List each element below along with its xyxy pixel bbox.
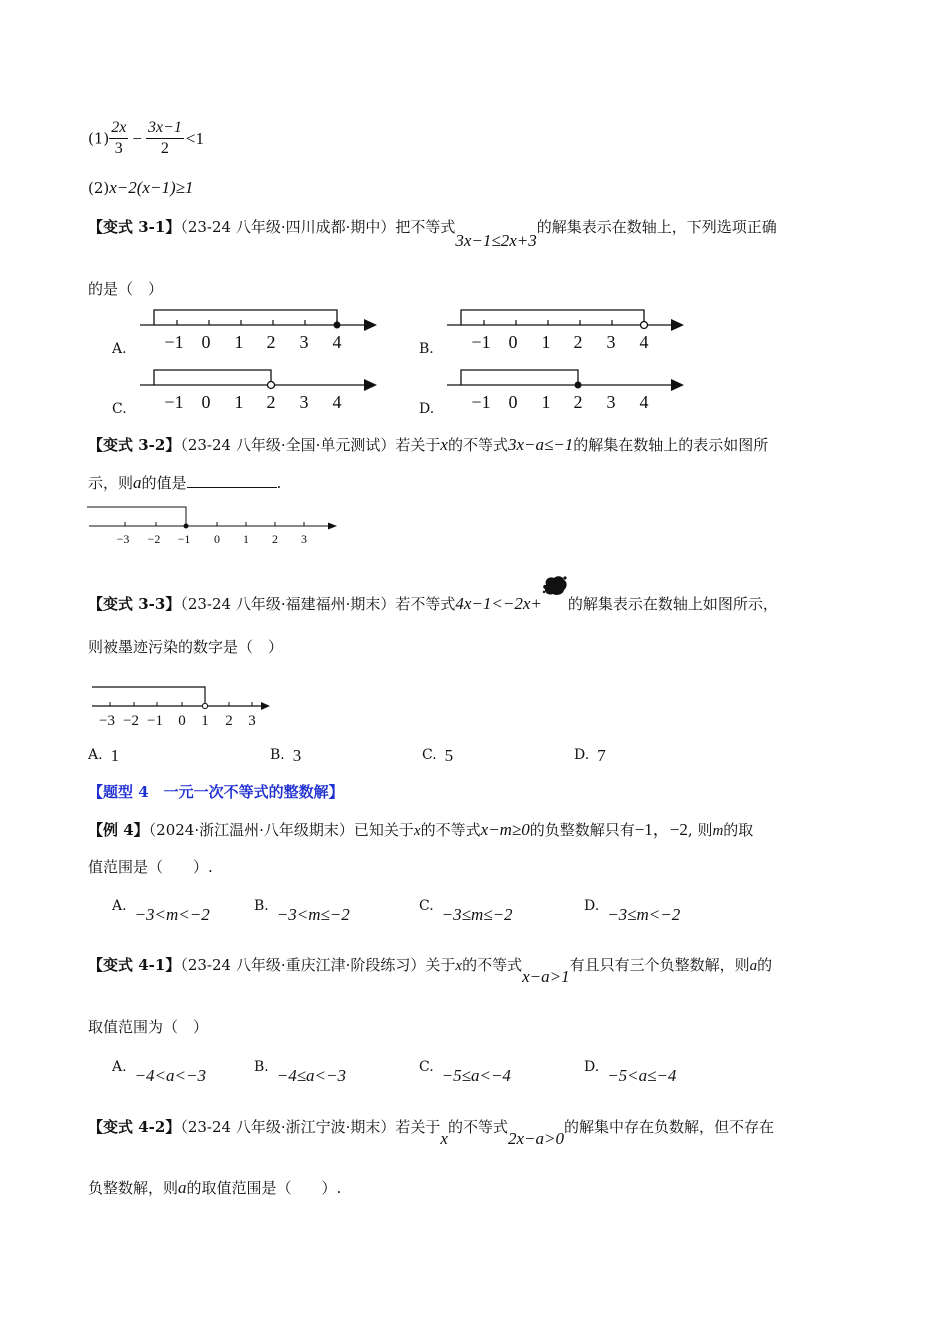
problem-1-number: (1) <box>88 129 110 148</box>
tick-label: 0 <box>214 532 220 546</box>
tick-label: 4 <box>639 332 649 352</box>
tick-label: 0 <box>508 332 518 352</box>
inequality: x−m≥0 <box>480 820 530 839</box>
tick-label: 2 <box>272 532 278 546</box>
tick-label: 0 <box>201 332 211 352</box>
tick-label: 0 <box>201 392 211 412</box>
option-a[interactable]: A. −3<m<−2 <box>112 898 210 924</box>
ink-blot-icon <box>542 585 568 605</box>
option-c[interactable]: C. <box>112 401 127 417</box>
tick-label: −1 <box>164 392 184 412</box>
tick-label: 2 <box>573 332 583 352</box>
tick-label: 0 <box>178 713 186 729</box>
variant-tag: 【变式 4-1】 <box>88 956 181 974</box>
tick-label: −1 <box>471 392 491 412</box>
inequality: 3x−1≤2x+3 <box>455 231 537 250</box>
option-d[interactable]: D. 7 <box>574 746 606 765</box>
fraction-1: $\frac{2x}{3}$ <box>111 119 127 157</box>
tick-label: 3 <box>299 332 309 352</box>
inequality: 3x−a≤−1 <box>507 435 574 454</box>
number-line-a <box>140 310 377 352</box>
variant-4-2-line1: 【变式 4-2】（23-24 八年级·浙江宁波·期末）若关于x的不等式2x−a>0的解集中存在负数解，但不存在 <box>88 1118 774 1148</box>
tick-label: −1 <box>177 532 191 546</box>
tick-label: 1 <box>541 332 551 352</box>
section-title: 【题型 4 一元一次不等式的整数解】 <box>88 783 344 801</box>
number-line-b <box>447 310 684 352</box>
tick-label: 3 <box>606 392 616 412</box>
tick-label: 1 <box>234 392 244 412</box>
example-4-line2: 值范围是（ ）. <box>88 858 213 876</box>
tick-label: 4 <box>332 392 342 412</box>
tick-label: 3 <box>299 392 309 412</box>
tick-label: 2 <box>266 392 276 412</box>
variant-4-2-line2: 负整数解，则a的取值范围是（ ）. <box>88 1178 342 1197</box>
inequality: x−a>1 <box>522 967 570 986</box>
variant-tag: 【变式 3-1】 <box>88 218 181 236</box>
number-line-c <box>140 370 377 412</box>
option-a[interactable]: A. 1 <box>88 746 120 765</box>
problem-1: (1) $\frac{2x}{3}$ − $\frac{3x-1}{2}$ <1 <box>88 119 204 157</box>
tick-label: 3 <box>301 532 307 546</box>
problem-2-number: (2) <box>88 179 110 197</box>
option-a[interactable]: A. −4<a<−3 <box>112 1059 206 1085</box>
variant-3-2-line1: 【变式 3-2】（23-24 八年级·全国·单元测试）若关于x的不等式3x−a≤−1的解集在数轴上的表示如图所 <box>88 435 769 454</box>
variant-tag: 【变式 3-2】 <box>88 436 181 454</box>
variant-tag: 【变式 3-3】 <box>88 595 181 613</box>
fraction-2: $\frac{3x-1}{2}$ <box>147 119 182 157</box>
tick-label: 3 <box>248 713 256 729</box>
option-b[interactable]: B. −3<m≤−2 <box>254 898 350 924</box>
option-c[interactable]: C. 5 <box>422 746 454 765</box>
variant-3-3-line2: 则被墨迹污染的数字是（ ） <box>88 638 284 656</box>
option-c[interactable]: C. −5≤a<−4 <box>419 1059 511 1085</box>
number-line-3-3 <box>88 678 288 732</box>
number-line-3-2 <box>85 500 355 550</box>
tick-label: −1 <box>147 713 163 729</box>
tick-label: 1 <box>201 713 209 729</box>
answer-blank[interactable] <box>187 473 277 488</box>
example-4-line1: 【例 4】（2024·浙江温州·八年级期末）已知关于x的不等式x−m≥0的负整数解只有−1，−2, 则m的取 <box>88 820 754 839</box>
option-d[interactable]: D. −3≤m<−2 <box>584 898 681 924</box>
tick-label: 1 <box>243 532 249 546</box>
variant-3-1-line2: 的是（ ） <box>88 280 164 298</box>
tick-label: 2 <box>225 713 233 729</box>
tick-label: −2 <box>147 532 161 546</box>
option-b[interactable]: B. 3 <box>270 746 302 765</box>
option-c[interactable]: C. −3≤m≤−2 <box>419 898 513 924</box>
variant-4-1-line2: 取值范围为（ ） <box>88 1018 209 1036</box>
tick-label: 1 <box>541 392 551 412</box>
tick-label: 2 <box>573 392 583 412</box>
problem-2-expr: x−2(x−1)≥1 <box>109 178 194 197</box>
variant-4-1-line1: 【变式 4-1】（23-24 八年级·重庆江津·阶段练习）关于x的不等式x−a>1有且只有三个负整数解，则a的 <box>88 956 773 986</box>
tick-label: 0 <box>508 392 518 412</box>
tick-label: 4 <box>332 332 342 352</box>
tick-label: 4 <box>639 392 649 412</box>
tick-label: −3 <box>116 532 130 546</box>
inequality: 4x−1<−2x+ <box>455 594 542 613</box>
tick-label: −1 <box>164 332 184 352</box>
tick-label: 1 <box>234 332 244 352</box>
tick-label: −3 <box>99 713 115 729</box>
tick-label: −1 <box>471 332 491 352</box>
number-line-d <box>447 370 684 412</box>
variant-3-2-line2: 示，则a的值是 . <box>88 473 282 492</box>
inequality: 2x−a>0 <box>507 1129 564 1148</box>
example-tag: 【例 4】 <box>88 821 149 839</box>
option-b[interactable]: B. −4≤a<−3 <box>254 1059 346 1085</box>
variant-3-3-line1: 【变式 3-3】（23-24 八年级·福建福州·期末）若不等式4x−1<−2x+ 的解集表示在数轴上如图所示， <box>88 585 778 614</box>
option-d[interactable]: D. <box>419 401 435 417</box>
option-d[interactable]: D. −5<a≤−4 <box>584 1059 677 1085</box>
variant-tag: 【变式 4-2】 <box>88 1118 181 1136</box>
variant-3-1-line1: 【变式 3-1】（23-24 八年级·四川成都·期中）把不等式3x−1≤2x+3的解集表示在数轴上，下列选项正确 <box>88 218 777 250</box>
tick-label: 3 <box>606 332 616 352</box>
tick-label: 2 <box>266 332 276 352</box>
problem-2 <box>88 178 193 198</box>
option-b[interactable]: B. <box>419 341 434 357</box>
option-a[interactable]: A. <box>112 341 127 357</box>
tick-label: −2 <box>123 713 139 729</box>
